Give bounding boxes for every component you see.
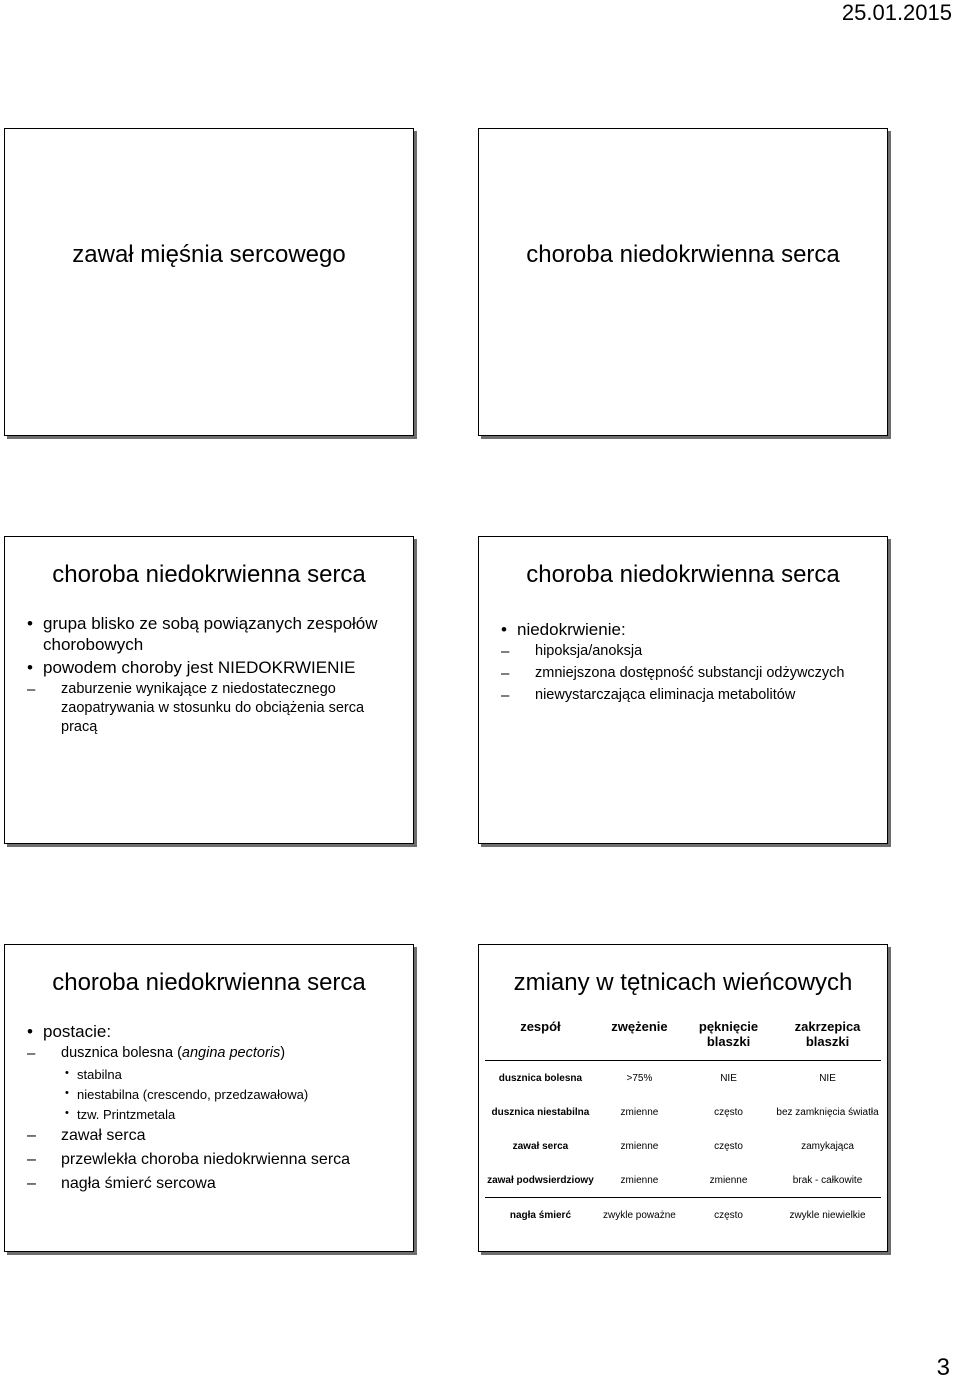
table-header-cell: pęknięcie blaszki xyxy=(683,1013,774,1061)
table-cell: często xyxy=(714,1140,743,1152)
slide-title: choroba niedokrwienna serca xyxy=(52,969,366,996)
coronary-changes-table xyxy=(485,1013,881,1232)
table-row xyxy=(485,1095,881,1129)
bullet-item: • grupa blisko ze sobą powiązanych zespołów chorobowych xyxy=(27,614,378,654)
italic-term: angina pectoris xyxy=(181,1045,281,1061)
table-cell: bez zamknięcia światła xyxy=(776,1106,879,1118)
bullet-item: • postacie: xyxy=(27,1022,112,1041)
sub-bullet-item: – zawał serca xyxy=(27,1127,146,1144)
table-cell: zmienne xyxy=(596,1163,683,1198)
table-cell: zamykająca xyxy=(801,1140,854,1152)
dash-icon: – xyxy=(501,687,510,704)
sub-bullet-item: – nagła śmierć sercowa xyxy=(27,1175,216,1192)
slide-title: choroba niedokrwienna serca xyxy=(52,561,366,588)
bullet-icon: • xyxy=(65,1067,69,1079)
table-header-cell: zakrzepica blaszki xyxy=(774,1013,881,1061)
dash-icon: – xyxy=(27,681,36,698)
table-cell: dusznica niestabilna xyxy=(491,1106,590,1118)
slide-6 xyxy=(478,944,888,1252)
table-cell: zmienne xyxy=(620,1106,659,1118)
table-cell: zwykle poważne xyxy=(603,1209,676,1221)
sub-bullet-item: – zaburzenie wynikające z niedostatecznego zaopatrywania w stosunku do obciążenia serca pracą xyxy=(27,681,365,735)
table-cell: zawał podwsierdziowy xyxy=(485,1163,596,1198)
slide-3 xyxy=(4,536,414,844)
table-cell: zawał serca xyxy=(512,1140,569,1152)
slide-body xyxy=(25,1021,401,1198)
table-header-cell: zwężenie xyxy=(596,1013,683,1061)
table-header-row xyxy=(485,1013,881,1061)
bullet-icon: • xyxy=(27,658,33,677)
dash-icon: – xyxy=(27,1151,36,1168)
table-cell: zmienne xyxy=(683,1163,774,1198)
table-cell: nagła śmierć xyxy=(509,1209,572,1221)
page-number: 3 xyxy=(936,1354,950,1381)
table-header-cell: zespół xyxy=(485,1013,596,1061)
bullet-icon: • xyxy=(65,1087,69,1099)
table-cell: dusznica bolesna xyxy=(498,1072,583,1084)
bullet-icon: • xyxy=(65,1107,69,1119)
table-cell: NIE xyxy=(720,1072,737,1084)
slide-title: choroba niedokrwienna serca xyxy=(526,241,840,268)
slide-title: zmiany w tętnicach wieńcowych xyxy=(513,969,853,996)
table-row xyxy=(485,1061,881,1096)
slide-4 xyxy=(478,536,888,844)
sub-bullet-item: – zmniejszona dostępność substancji odżywczych xyxy=(501,665,845,682)
table-cell: często xyxy=(714,1209,743,1221)
sub-sub-bullet-item: • tzw. Printzmetala xyxy=(65,1107,176,1122)
table-cell: NIE xyxy=(819,1072,836,1084)
bullet-item: • niedokrwienie: xyxy=(501,620,626,639)
table-row xyxy=(485,1163,881,1198)
sub-sub-bullet-item: • niestabilna (crescendo, przedzawałowa) xyxy=(65,1087,309,1102)
slide-body xyxy=(25,613,401,740)
slide-body xyxy=(499,619,875,708)
table-cell: zwykle niewielkie xyxy=(789,1209,866,1221)
slide-2 xyxy=(478,128,888,436)
table-row xyxy=(485,1129,881,1163)
dash-icon: – xyxy=(501,643,510,660)
sub-bullet-item: – hipoksja/anoksja xyxy=(501,643,643,660)
slide-1 xyxy=(4,128,414,436)
table-cell: często xyxy=(714,1106,743,1118)
bullet-item: • powodem choroby jest NIEDOKRWIENIE xyxy=(27,658,356,677)
dash-icon: – xyxy=(27,1175,36,1192)
bullet-icon: • xyxy=(27,614,33,633)
bullet-icon: • xyxy=(501,620,507,639)
slide-title: choroba niedokrwienna serca xyxy=(526,561,840,588)
slide-5 xyxy=(4,944,414,1252)
sub-bullet-item: – dusznica bolesna (angina pectoris) xyxy=(27,1045,286,1062)
dash-icon: – xyxy=(27,1045,36,1062)
dash-icon: – xyxy=(27,1127,36,1144)
table-cell: zmienne xyxy=(620,1140,659,1152)
sub-bullet-item: – przewlekła choroba niedokrwienna serca xyxy=(27,1151,351,1168)
bullet-icon: • xyxy=(27,1022,33,1041)
sub-sub-bullet-item: • stabilna xyxy=(65,1067,122,1082)
table-row xyxy=(485,1198,881,1233)
slide-title: zawał mięśnia sercowego xyxy=(72,241,346,268)
header-date: 25.01.2015 xyxy=(841,0,952,25)
table-cell: brak - całkowite xyxy=(774,1163,881,1198)
dash-icon: – xyxy=(501,665,510,682)
table-cell: >75% xyxy=(626,1072,653,1084)
sub-bullet-item: – niewystarczająca eliminacja metabolitów xyxy=(501,687,796,704)
